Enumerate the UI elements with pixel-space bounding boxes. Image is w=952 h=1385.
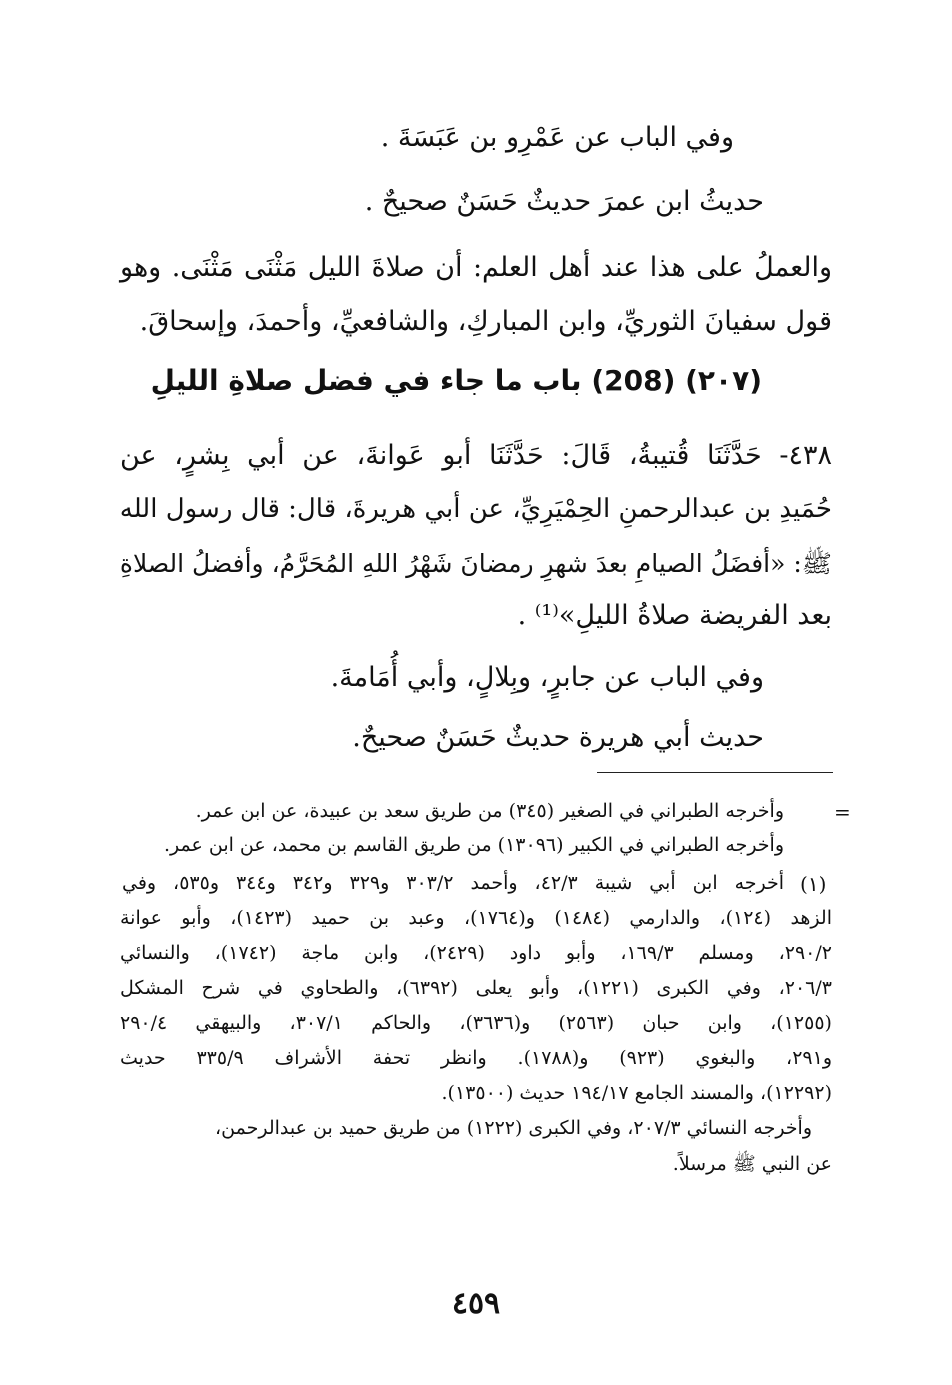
hadith-line-1: ٤٣٨- حَدَّثَنَا قُتيبةُ، قَالَ: حَدَّثَنَا أبو عَوانةَ، عن أبي بِشرٍ، عن [120,440,832,471]
chapter-heading: (٢٠٧) (208) باب ما جاء في فضل صلاةِ الليلِ [150,364,762,397]
footnote-1-line-7: (١٢٢٩٢)، والمسند الجامع ١٩٤/١٧ حديث (١٣٥٠٠). [441,1082,832,1104]
paragraph-amal-line-1: والعملُ على هذا عند أهل العلم: أن صلاةَ الليل مَثْنَى مَثْنَى. وهو [120,252,832,283]
footnote-continuation-line-1: وأخرجه الطبراني في الصغير (٣٤٥) من طريق سعد بن عبيدة، عن ابن عمر. [195,800,784,822]
hadith-line-2: حُمَيدِ بن عبدالرحمنِ الحِمْيَرِيِّ، عن أبي هريرةَ، قال: قال رسول الله [119,494,832,524]
footnote-1-line-2: الزهد (١٢٤)، والدارمي (١٤٨٤) و(١٧٦٤)، وعبد بن حميد (١٤٢٣)، وأبو عوانة [120,907,832,929]
footnote-1-line-9: عن النبي ﷺ مرسلاً. [672,1153,832,1175]
paragraph-bab: وفي الباب عن عَمْرِو بن عَبَسَةَ . [380,122,734,153]
paragraph-hukm-ibn-umar: حديثُ ابن عمرَ حديثٌ حَسَنٌ صحيحٌ . [364,186,764,217]
paragraph-amal-line-2: قول سفيانَ الثوريِّ، وابن المباركِ، والشافعيِّ، وأحمدَ، وإسحاقَ. [139,306,832,337]
paragraph-bab-2: وفي الباب عن جابرٍ، وبِلالٍ، وأبي أُمَامةَ. [330,662,764,693]
footnote-1-line-5: (١٢٥٥)، وابن حبان (٢٥٦٣) و(٣٦٣٦)، والحاكم ٣٠٧/١، والبيهقي ٢٩٠/٤ [120,1012,832,1034]
page-number: ٤٥٩ [451,1286,501,1321]
footnote-1-line-1: أخرجه ابن أبي شيبة ٤٢/٣، وأحمد ٣٠٣/٢ و٣٢٩ و٣٤٢ و٣٤٤ و٥٣٥، وفي [122,872,785,894]
footnote-number: (١) [800,872,827,896]
footnote-1-line-4: ٢٠٦/٣، وفي الكبرى (١٢٢١)، وأبو يعلى (٦٣٩٢)، والطحاوي في شرح المشكل [120,977,832,999]
continuation-mark: = [834,800,851,824]
footnote-separator [597,772,833,773]
footnote-1-line-6: و٢٩١، والبغوي (٩٢٣) و(١٧٨٨). وانظر تحفة الأشراف ٣٣٥/٩ حديث [120,1047,833,1069]
paragraph-hukm-abu-huraira: حديث أبي هريرة حديثٌ حَسَنٌ صحيحٌ. [352,722,764,753]
hadith-line-3: ﷺ: «أفضَلُ الصيامِ بعدَ شهرِ رمضانَ شَهْرُ اللهِ المُحَرَّمُ، وأفضلُ الصلاةِ [119,549,832,578]
hadith-line-4: بعد الفريضة صلاةُ الليلِ»⁽¹⁾ . [517,600,832,631]
footnote-continuation-line-2: وأخرجه الطبراني في الكبير (١٣٠٩٦) من طريق القاسم بن محمد، عن ابن عمر. [163,834,784,856]
footnote-1-line-8: وأخرجه النسائي ٢٠٧/٣، وفي الكبرى (١٢٢٢) من طريق حميد بن عبدالرحمن، [215,1117,812,1139]
footnote-1-line-3: ٢٩٠/٢، ومسلم ١٦٩/٣، وأبو داود (٢٤٢٩)، وابن ماجة (١٧٤٢)، والنسائي [120,942,832,964]
